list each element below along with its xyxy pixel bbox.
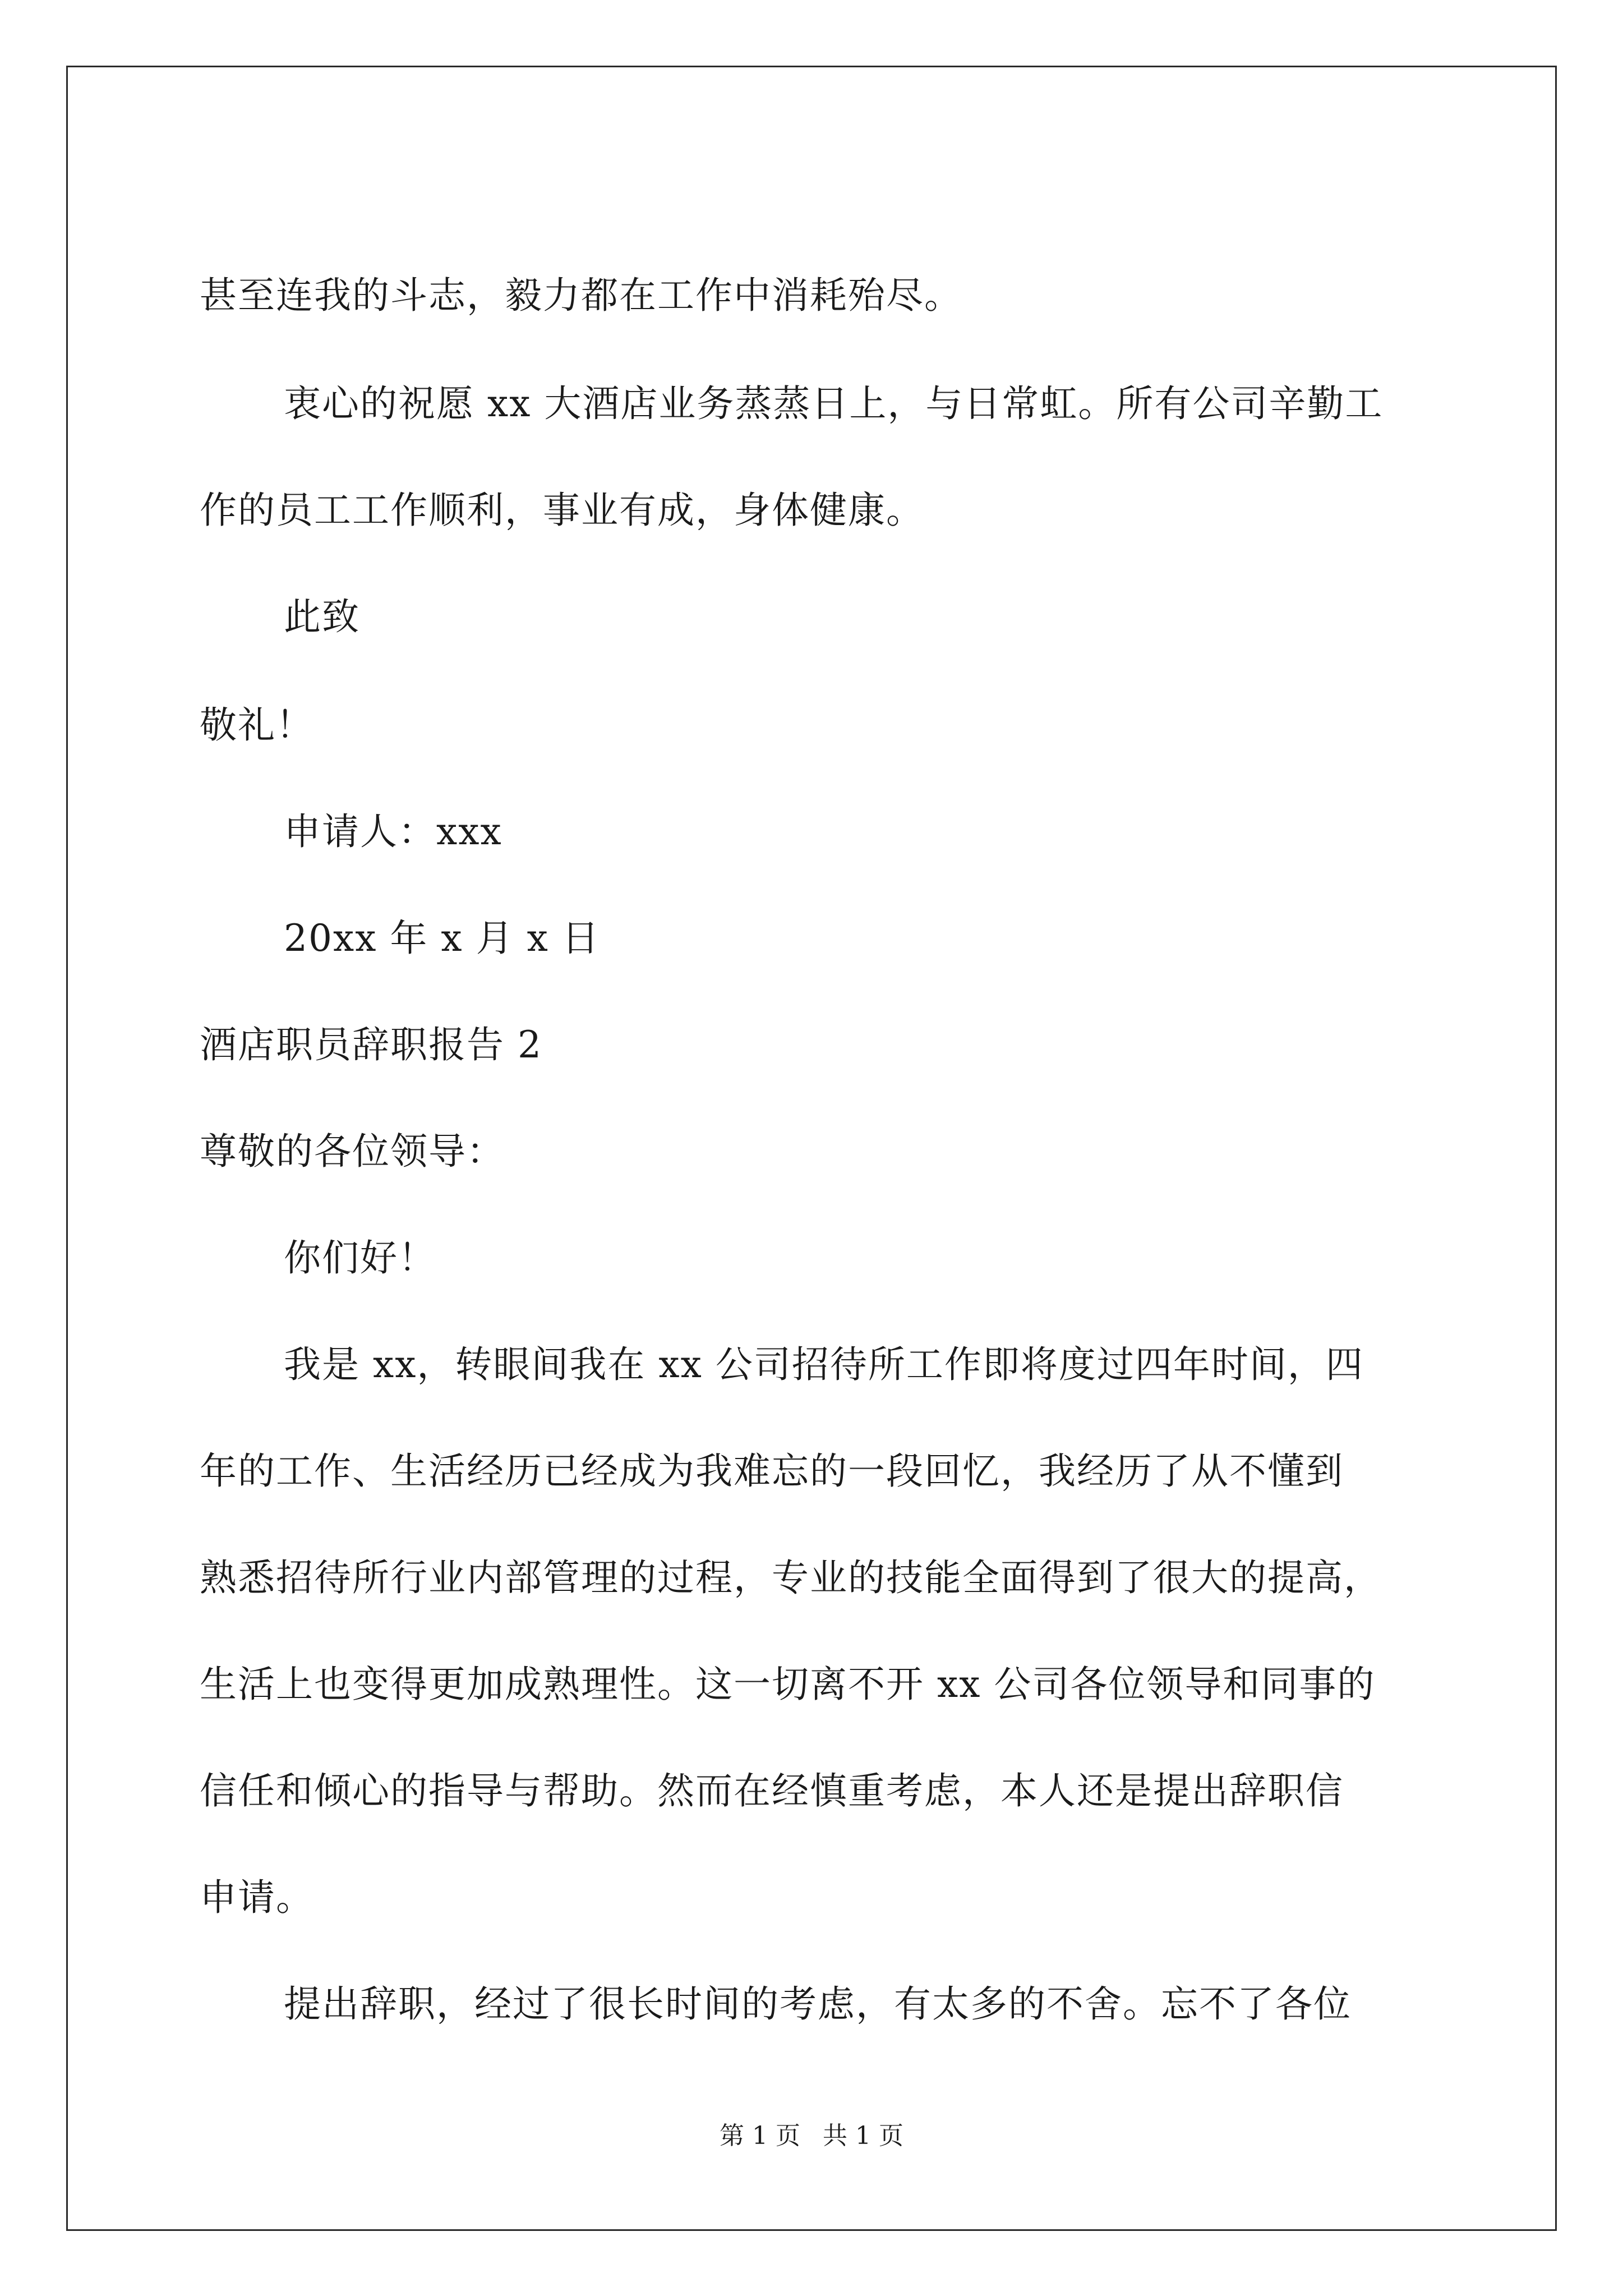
body-line: 提出辞职，经过了很长时间的考虑，有太多的不舍。忘不了各位 [284, 1982, 1352, 2026]
closing-regards: 敬礼！ [200, 703, 314, 747]
body-line: 申请。 [200, 1876, 314, 1919]
page-total: 共 1 页 [823, 2122, 903, 2150]
page-footer [68, 2120, 1555, 2152]
page-number: 第 1 页 [720, 2122, 800, 2150]
greeting-line: 尊敬的各位领导： [200, 1130, 505, 1173]
body-line: 作的员工工作顺利，事业有成，身体健康。 [200, 489, 924, 532]
body-line: 我是 xx，转眼间我在 xx 公司招待所工作即将度过四年时间，四 [284, 1343, 1364, 1386]
body-line: 衷心的祝愿 xx 大酒店业务蒸蒸日上，与日常虹。所有公司辛勤工 [284, 382, 1384, 425]
document-body [68, 67, 1555, 2229]
body-line: 熟悉招待所行业内部管理的过程，专业的技能全面得到了很大的提高， [200, 1556, 1382, 1599]
section-title: 酒店职员辞职报告 2 [200, 1023, 542, 1066]
body-line: 生活上也变得更加成熟理性。这一切离不开 xx 公司各位领导和同事的 [200, 1663, 1376, 1706]
body-line: 年的工作、生活经历已经成为我难忘的一段回忆，我经历了从不懂到 [200, 1450, 1344, 1493]
page-frame [66, 66, 1557, 2231]
applicant-line: 申请人：xxx [284, 810, 502, 853]
body-line: 信任和倾心的指导与帮助。然而在经慎重考虑，本人还是提出辞职信 [200, 1769, 1344, 1812]
closing-salutation: 此致 [284, 595, 360, 638]
date-line: 20xx 年 x 月 x 日 [284, 917, 600, 960]
body-line: 甚至连我的斗志，毅力都在工作中消耗殆尽。 [200, 274, 962, 317]
greeting-hello: 你们好！ [284, 1236, 436, 1280]
